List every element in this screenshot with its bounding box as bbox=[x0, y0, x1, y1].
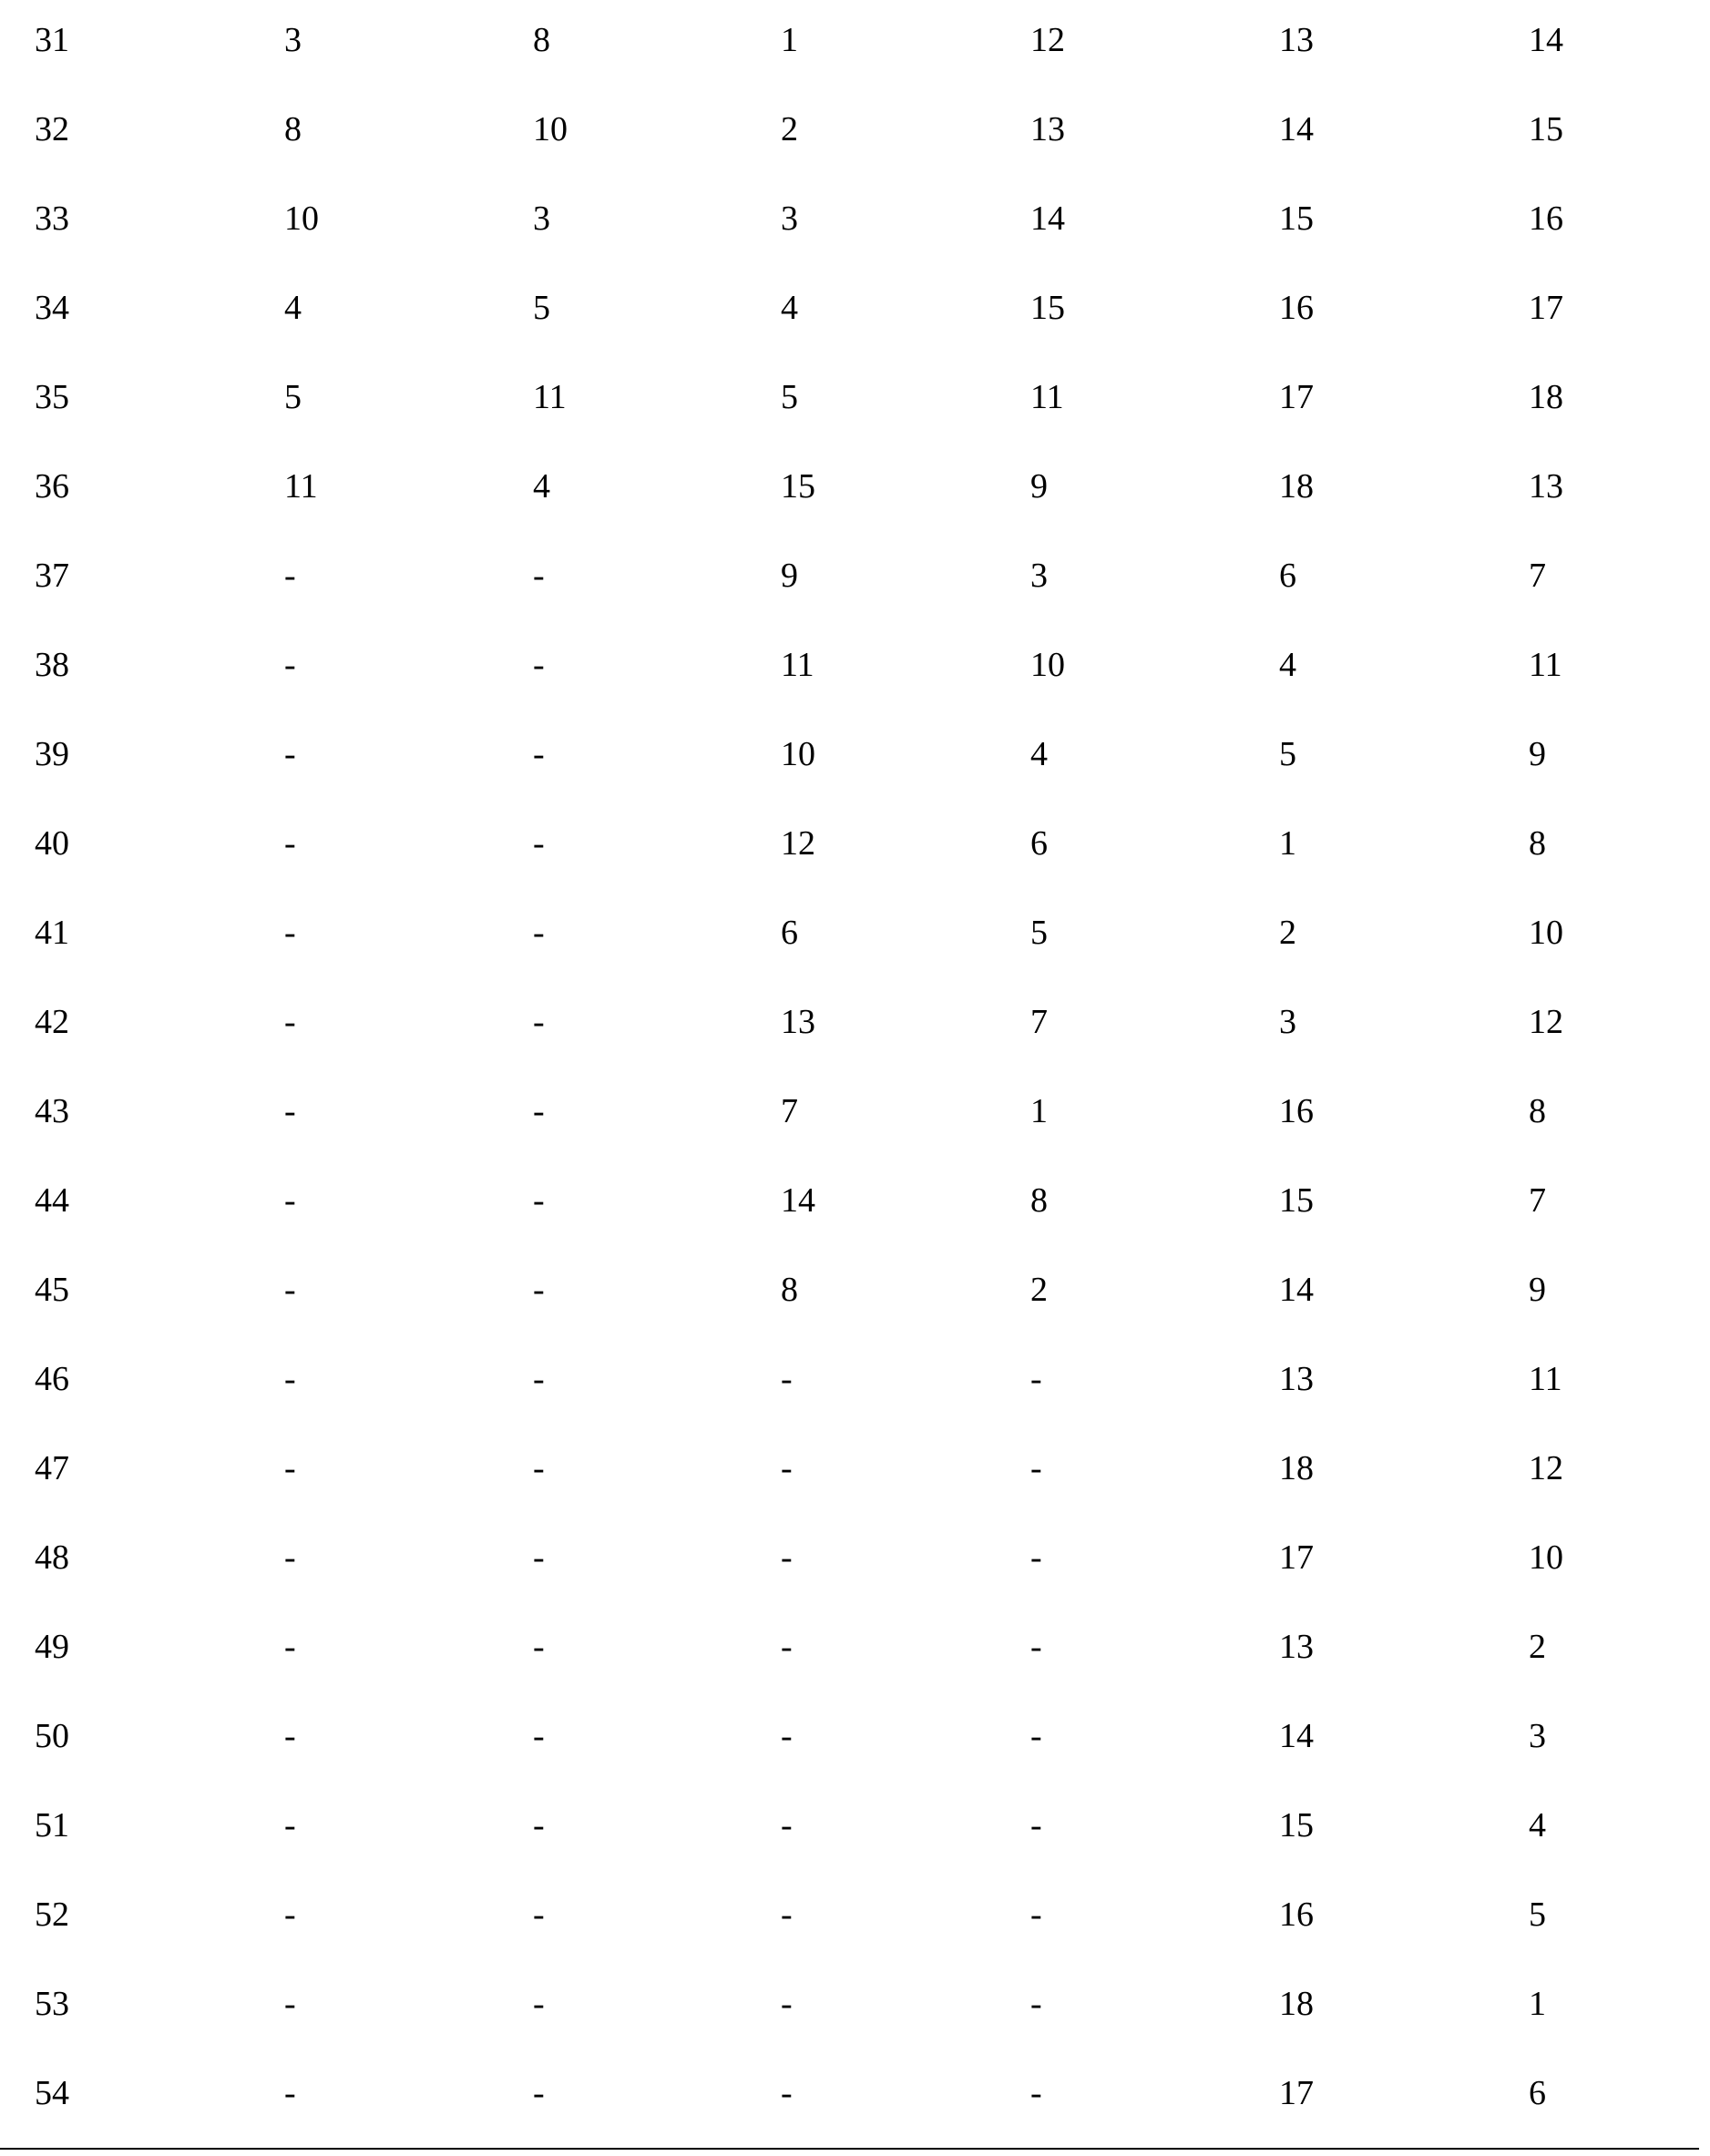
table-cell: 14 bbox=[1279, 1271, 1314, 1309]
table-row bbox=[0, 446, 1710, 536]
table-cell: 52 bbox=[35, 1895, 69, 1934]
table-cell: 41 bbox=[35, 914, 69, 952]
table-row bbox=[0, 1071, 1710, 1160]
table-cell: 10 bbox=[1030, 646, 1065, 684]
table-cell: 3 bbox=[1529, 1717, 1546, 1755]
table-cell: 7 bbox=[1529, 1181, 1546, 1220]
table-cell: - bbox=[533, 1271, 545, 1309]
table-row bbox=[0, 357, 1710, 446]
table-cell: - bbox=[284, 1360, 296, 1398]
table-row bbox=[0, 1785, 1710, 1875]
table-cell: 15 bbox=[1030, 289, 1065, 327]
table-cell: 50 bbox=[35, 1717, 69, 1755]
table-cell: 14 bbox=[1030, 199, 1065, 238]
table-cell: 40 bbox=[35, 824, 69, 863]
table-cell: 4 bbox=[781, 289, 798, 327]
table-cell: 4 bbox=[533, 467, 550, 506]
table-row bbox=[0, 2053, 1710, 2142]
table-cell: 18 bbox=[1529, 378, 1563, 416]
table-cell: 53 bbox=[35, 1985, 69, 2023]
table-cell: 5 bbox=[1529, 1895, 1546, 1934]
table-cell: 18 bbox=[1279, 1449, 1314, 1487]
table-cell: 10 bbox=[1529, 1538, 1563, 1577]
table-cell: 6 bbox=[781, 914, 798, 952]
table-cell: - bbox=[781, 1538, 793, 1577]
table-cell: 9 bbox=[1529, 735, 1546, 773]
table-cell: 1 bbox=[1529, 1985, 1546, 2023]
table-cell: - bbox=[781, 1806, 793, 1844]
table-cell: 51 bbox=[35, 1806, 69, 1844]
table-cell: 11 bbox=[781, 646, 814, 684]
table-cell: 12 bbox=[781, 824, 815, 863]
table-cell: - bbox=[1030, 1806, 1042, 1844]
table-cell: - bbox=[1030, 2074, 1042, 2112]
table-cell: 18 bbox=[1279, 467, 1314, 506]
table-cell: 46 bbox=[35, 1360, 69, 1398]
table-cell: - bbox=[284, 1181, 296, 1220]
table-cell: 17 bbox=[1279, 2074, 1314, 2112]
table-cell: 3 bbox=[1030, 557, 1048, 595]
table-cell: 44 bbox=[35, 1181, 69, 1220]
table-cell: - bbox=[533, 1806, 545, 1844]
table-cell: - bbox=[284, 824, 296, 863]
table-cell: - bbox=[1030, 1895, 1042, 1934]
table-cell: 12 bbox=[1529, 1449, 1563, 1487]
table-cell: 7 bbox=[781, 1092, 798, 1130]
table-cell: - bbox=[284, 1628, 296, 1666]
table-cell: 16 bbox=[1529, 199, 1563, 238]
table-row bbox=[0, 714, 1710, 803]
table-cell: 8 bbox=[1030, 1181, 1048, 1220]
table-cell: - bbox=[284, 1003, 296, 1041]
table-cell: 8 bbox=[1529, 824, 1546, 863]
table-cell: 34 bbox=[35, 289, 69, 327]
table-cell: - bbox=[533, 824, 545, 863]
table-cell: - bbox=[284, 646, 296, 684]
table-cell: 9 bbox=[781, 557, 798, 595]
table-cell: 6 bbox=[1279, 557, 1296, 595]
table-bottom-rule bbox=[0, 2148, 1699, 2150]
table-cell: 16 bbox=[1279, 1895, 1314, 1934]
table-cell: 11 bbox=[533, 378, 567, 416]
table-cell: 10 bbox=[533, 110, 568, 148]
table-cell: - bbox=[781, 2074, 793, 2112]
table-cell: - bbox=[284, 557, 296, 595]
table-cell: 39 bbox=[35, 735, 69, 773]
table-cell: 5 bbox=[1279, 735, 1296, 773]
table-cell: 11 bbox=[284, 467, 318, 506]
table-row bbox=[0, 982, 1710, 1071]
table-cell: 38 bbox=[35, 646, 69, 684]
table-cell: 4 bbox=[1030, 735, 1048, 773]
table-cell: 9 bbox=[1030, 467, 1048, 506]
table-cell: 4 bbox=[1279, 646, 1296, 684]
table-cell: 1 bbox=[1279, 824, 1296, 863]
table-cell: 3 bbox=[1279, 1003, 1296, 1041]
table-cell: - bbox=[533, 1895, 545, 1934]
table-cell: 47 bbox=[35, 1449, 69, 1487]
table-cell: 8 bbox=[781, 1271, 798, 1309]
table-cell: 5 bbox=[1030, 914, 1048, 952]
table-cell: 5 bbox=[533, 289, 550, 327]
table-cell: 14 bbox=[781, 1181, 815, 1220]
table-cell: 15 bbox=[1529, 110, 1563, 148]
table-cell: 15 bbox=[1279, 1181, 1314, 1220]
table-cell: 8 bbox=[533, 21, 550, 59]
table-cell: 13 bbox=[1279, 1360, 1314, 1398]
table-cell: 4 bbox=[1529, 1806, 1546, 1844]
table-cell: - bbox=[284, 914, 296, 952]
table-cell: - bbox=[533, 1449, 545, 1487]
table-cell: 17 bbox=[1279, 378, 1314, 416]
table-cell: 12 bbox=[1529, 1003, 1563, 1041]
table-cell: 31 bbox=[35, 21, 69, 59]
table-cell: - bbox=[284, 1717, 296, 1755]
table-cell: 36 bbox=[35, 467, 69, 506]
table-cell: - bbox=[284, 1985, 296, 2023]
table-cell: - bbox=[781, 1360, 793, 1398]
table-cell: 10 bbox=[781, 735, 815, 773]
table-cell: - bbox=[284, 2074, 296, 2112]
table-row bbox=[0, 1607, 1710, 1696]
table-cell: - bbox=[1030, 1628, 1042, 1666]
table-cell: - bbox=[1030, 1985, 1042, 2023]
table-cell: 9 bbox=[1529, 1271, 1546, 1309]
table-cell: - bbox=[284, 1092, 296, 1130]
table-cell: 1 bbox=[781, 21, 798, 59]
table-cell: - bbox=[781, 1628, 793, 1666]
table-cell: 43 bbox=[35, 1092, 69, 1130]
table-row bbox=[0, 893, 1710, 982]
table-cell: - bbox=[284, 1806, 296, 1844]
table-row bbox=[0, 1160, 1710, 1250]
table-cell: - bbox=[533, 1717, 545, 1755]
table-cell: 33 bbox=[35, 199, 69, 238]
table-cell: 7 bbox=[1529, 557, 1546, 595]
table-cell: 3 bbox=[284, 21, 302, 59]
table-cell: 3 bbox=[781, 199, 798, 238]
table-cell: 11 bbox=[1529, 646, 1562, 684]
table-cell: 15 bbox=[1279, 1806, 1314, 1844]
table-cell: - bbox=[533, 557, 545, 595]
table-cell: 13 bbox=[781, 1003, 815, 1041]
table-cell: - bbox=[781, 1895, 793, 1934]
table-cell: - bbox=[533, 1092, 545, 1130]
table-row bbox=[0, 1517, 1710, 1607]
table-cell: 2 bbox=[781, 110, 798, 148]
table-cell: - bbox=[284, 735, 296, 773]
table-cell: 5 bbox=[284, 378, 302, 416]
table-row bbox=[0, 625, 1710, 714]
table-cell: 15 bbox=[781, 467, 815, 506]
table-cell: 16 bbox=[1279, 289, 1314, 327]
table-cell: 3 bbox=[533, 199, 550, 238]
table-cell: 6 bbox=[1529, 2074, 1546, 2112]
table-row bbox=[0, 179, 1710, 268]
table-cell: 48 bbox=[35, 1538, 69, 1577]
table-row bbox=[0, 536, 1710, 625]
table-cell: 12 bbox=[1030, 21, 1065, 59]
table-cell: 18 bbox=[1279, 1985, 1314, 2023]
table-row bbox=[0, 268, 1710, 357]
table-cell: - bbox=[533, 1360, 545, 1398]
table-row bbox=[0, 1339, 1710, 1428]
table-cell: - bbox=[533, 1985, 545, 2023]
table-row bbox=[0, 0, 1710, 89]
table-cell: - bbox=[284, 1895, 296, 1934]
table-cell: 45 bbox=[35, 1271, 69, 1309]
table-cell: - bbox=[1030, 1538, 1042, 1577]
table-cell: - bbox=[1030, 1360, 1042, 1398]
table-cell: 8 bbox=[284, 110, 302, 148]
table-cell: 13 bbox=[1279, 21, 1314, 59]
table-row bbox=[0, 89, 1710, 179]
table-cell: - bbox=[533, 2074, 545, 2112]
table-cell: 2 bbox=[1030, 1271, 1048, 1309]
table-cell: - bbox=[533, 735, 545, 773]
table-cell: 11 bbox=[1030, 378, 1064, 416]
table-cell: - bbox=[533, 1003, 545, 1041]
table-cell: 8 bbox=[1529, 1092, 1546, 1130]
table-cell: - bbox=[1030, 1449, 1042, 1487]
table-cell: 6 bbox=[1030, 824, 1048, 863]
table-cell: 54 bbox=[35, 2074, 69, 2112]
table-cell: - bbox=[284, 1271, 296, 1309]
table-row bbox=[0, 1696, 1710, 1785]
table-cell: 14 bbox=[1279, 1717, 1314, 1755]
table-cell: - bbox=[781, 1717, 793, 1755]
table-cell: 14 bbox=[1279, 110, 1314, 148]
table-row bbox=[0, 1964, 1710, 2053]
table-row bbox=[0, 1875, 1710, 1964]
table-cell: 11 bbox=[1529, 1360, 1562, 1398]
table-cell: - bbox=[533, 914, 545, 952]
table-cell: 1 bbox=[1030, 1092, 1048, 1130]
table-cell: 42 bbox=[35, 1003, 69, 1041]
table-cell: 5 bbox=[781, 378, 798, 416]
table-row bbox=[0, 1250, 1710, 1339]
table-cell: 37 bbox=[35, 557, 69, 595]
table-cell: 35 bbox=[35, 378, 69, 416]
table-cell: 15 bbox=[1279, 199, 1314, 238]
table-cell: 16 bbox=[1279, 1092, 1314, 1130]
table-cell: - bbox=[284, 1538, 296, 1577]
table-cell: - bbox=[781, 1449, 793, 1487]
table-cell: 32 bbox=[35, 110, 69, 148]
table-row bbox=[0, 1428, 1710, 1517]
table-cell: - bbox=[533, 1628, 545, 1666]
table-cell: 13 bbox=[1529, 467, 1563, 506]
table-cell: 7 bbox=[1030, 1003, 1048, 1041]
table-cell: - bbox=[533, 1538, 545, 1577]
table-cell: 2 bbox=[1529, 1628, 1546, 1666]
table-cell: 14 bbox=[1529, 21, 1563, 59]
table-cell: 17 bbox=[1279, 1538, 1314, 1577]
table-cell: 13 bbox=[1279, 1628, 1314, 1666]
table-cell: 17 bbox=[1529, 289, 1563, 327]
table-cell: - bbox=[533, 646, 545, 684]
table-cell: 2 bbox=[1279, 914, 1296, 952]
table-row bbox=[0, 803, 1710, 893]
table-cell: - bbox=[533, 1181, 545, 1220]
table-cell: 13 bbox=[1030, 110, 1065, 148]
table-cell: - bbox=[1030, 1717, 1042, 1755]
table-cell: 10 bbox=[1529, 914, 1563, 952]
table-cell: 4 bbox=[284, 289, 302, 327]
table-cell: - bbox=[284, 1449, 296, 1487]
table-cell: - bbox=[781, 1985, 793, 2023]
table-cell: 10 bbox=[284, 199, 319, 238]
table-cell: 49 bbox=[35, 1628, 69, 1666]
